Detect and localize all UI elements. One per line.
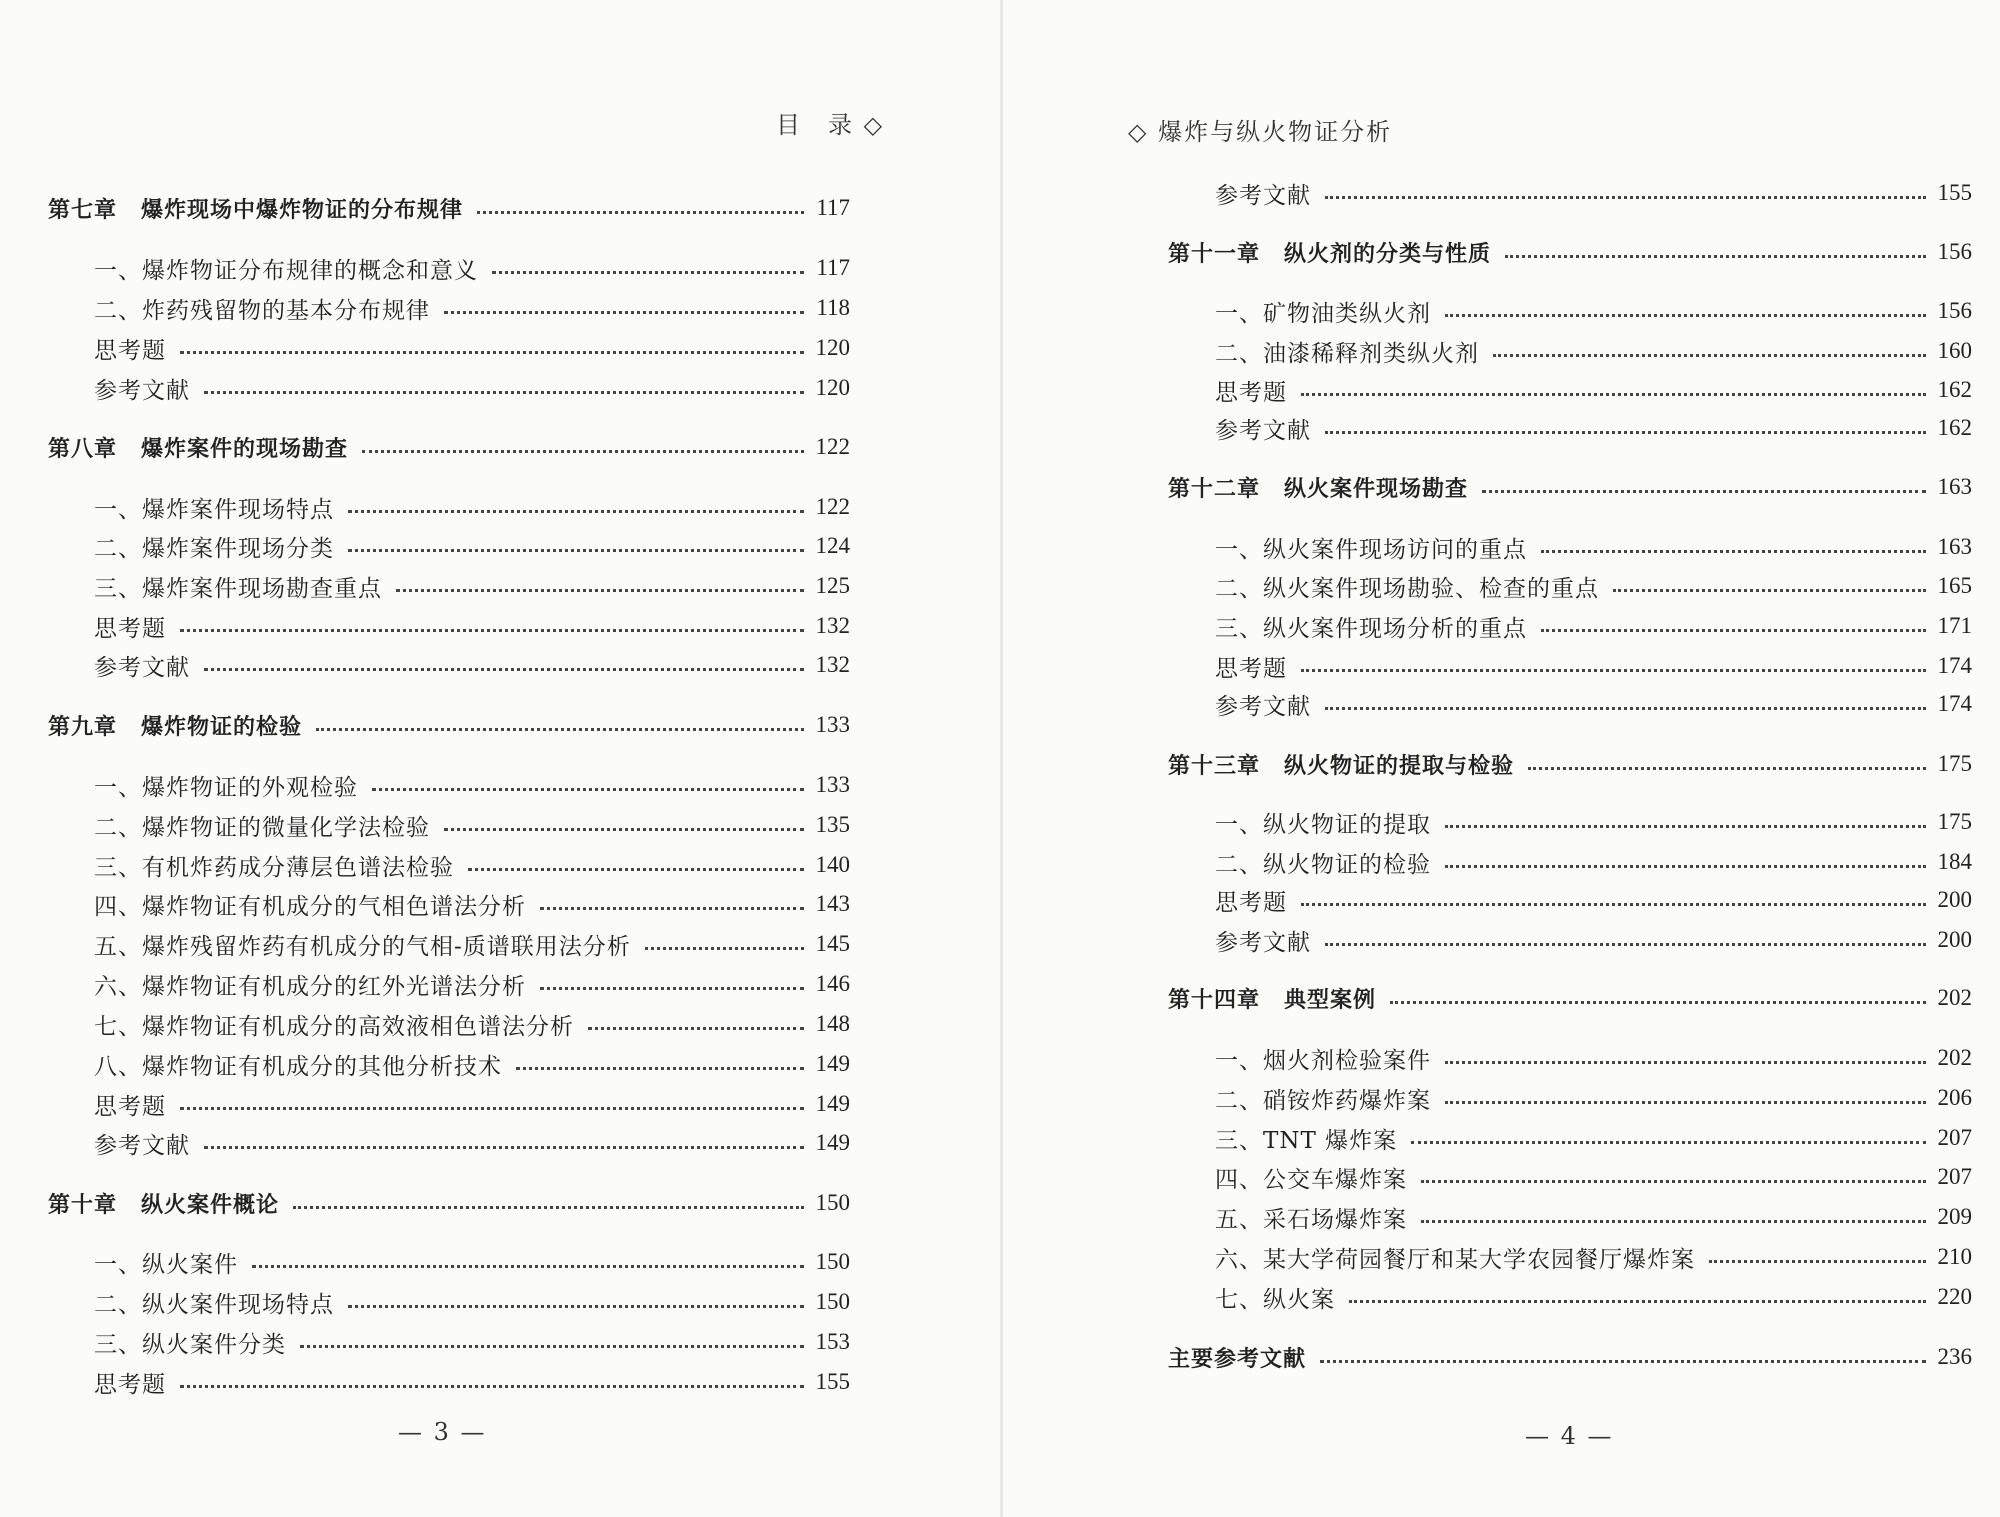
page-number: 162 bbox=[1937, 377, 1972, 402]
dot-leader bbox=[348, 1303, 804, 1308]
entry-label: 六、爆炸物证有机成分的红外光谱法分析 bbox=[94, 973, 526, 1000]
dot-leader bbox=[204, 666, 804, 671]
toc-entry[interactable] bbox=[1215, 802, 1972, 842]
dot-leader bbox=[1325, 941, 1926, 946]
dot-leader bbox=[1301, 391, 1926, 396]
chapter-number: 第十一章 bbox=[1168, 241, 1261, 267]
toc-chapter-entry[interactable] bbox=[48, 705, 850, 745]
toc-entry[interactable] bbox=[1215, 173, 1972, 213]
toc-entry[interactable] bbox=[1215, 527, 1972, 567]
dot-leader bbox=[1505, 253, 1925, 258]
toc-entry[interactable] bbox=[1215, 1157, 1972, 1197]
toc-chapter-entry[interactable] bbox=[1168, 744, 1972, 784]
entry-label: 二、纵火物证的检验 bbox=[1215, 851, 1431, 878]
page-number: 165 bbox=[1937, 573, 1972, 598]
dot-leader bbox=[1390, 999, 1925, 1004]
dot-leader bbox=[516, 1065, 804, 1070]
dot-leader bbox=[1613, 587, 1926, 592]
entry-label: 一、纵火物证的提取 bbox=[1215, 811, 1431, 838]
dot-leader bbox=[1541, 627, 1926, 632]
dot-leader bbox=[293, 1204, 803, 1209]
dot-leader bbox=[348, 547, 804, 552]
toc-entry[interactable] bbox=[1215, 1038, 1972, 1078]
dot-leader bbox=[1709, 1258, 1926, 1263]
entry-label: 一、纵火案件 bbox=[94, 1251, 238, 1278]
toc-entry[interactable] bbox=[94, 1044, 850, 1084]
chapter-title: 典型案例 bbox=[1284, 987, 1377, 1013]
entry-label: 七、爆炸物证有机成分的高效液相色谱法分析 bbox=[94, 1013, 574, 1040]
toc-entry[interactable] bbox=[1215, 1118, 1972, 1158]
page-number: 148 bbox=[815, 1011, 850, 1036]
page-number: 122 bbox=[815, 494, 850, 519]
toc-entry[interactable] bbox=[94, 526, 850, 566]
toc-chapter-entry[interactable] bbox=[1168, 467, 1972, 507]
dot-leader bbox=[372, 786, 804, 791]
toc-entry[interactable] bbox=[94, 1004, 850, 1044]
entry-label: 一、纵火案件现场访问的重点 bbox=[1215, 536, 1527, 563]
toc-entry[interactable] bbox=[1215, 1197, 1972, 1237]
dot-leader bbox=[1320, 1358, 1925, 1363]
page-number: 174 bbox=[1937, 691, 1972, 716]
entry-label: 三、TNT 爆炸案 bbox=[1215, 1127, 1398, 1154]
page-number: 162 bbox=[1937, 415, 1972, 440]
dot-leader bbox=[1421, 1178, 1926, 1183]
toc-chapter-entry[interactable] bbox=[1168, 1337, 1972, 1377]
entry-label: 六、某大学荷园餐厅和某大学农园餐厅爆炸案 bbox=[1215, 1246, 1695, 1273]
chapter-title: 纵火物证的提取与检验 bbox=[1284, 753, 1515, 779]
dot-leader bbox=[204, 389, 804, 394]
page-number: 149 bbox=[815, 1130, 850, 1155]
page-number: 122 bbox=[815, 434, 850, 459]
page-number: 117 bbox=[816, 255, 850, 280]
chapter-title: 纵火案件概论 bbox=[141, 1192, 280, 1218]
dot-leader bbox=[300, 1343, 804, 1348]
entry-label: 思考题 bbox=[94, 337, 166, 364]
page-number: 163 bbox=[1937, 474, 1972, 499]
entry-label: 一、爆炸物证分布规律的概念和意义 bbox=[94, 257, 478, 284]
page-number: 171 bbox=[1937, 613, 1972, 638]
page-number: 156 bbox=[1937, 239, 1972, 264]
toc-entry[interactable] bbox=[1215, 880, 1972, 920]
page-number: 132 bbox=[815, 613, 850, 638]
toc-chapter-entry[interactable] bbox=[48, 1183, 850, 1223]
toc-entry[interactable] bbox=[94, 248, 850, 288]
page-number: 145 bbox=[815, 931, 850, 956]
page-number: 149 bbox=[815, 1091, 850, 1116]
page-number: 117 bbox=[816, 195, 850, 220]
right-page bbox=[1003, 0, 2000, 1517]
page-number: 146 bbox=[815, 971, 850, 996]
toc-entry[interactable] bbox=[94, 1242, 850, 1282]
dot-leader bbox=[588, 1025, 804, 1030]
dot-leader bbox=[540, 905, 804, 910]
page-number: 175 bbox=[1937, 751, 1972, 776]
page-number: 184 bbox=[1937, 849, 1972, 874]
toc-entry[interactable] bbox=[1215, 684, 1972, 724]
toc-entry[interactable] bbox=[94, 1322, 850, 1362]
entry-label: 三、纵火案件分类 bbox=[94, 1331, 286, 1358]
entry-label: 参考文献 bbox=[1215, 693, 1311, 720]
dot-leader bbox=[1421, 1218, 1926, 1223]
toc-entry[interactable] bbox=[94, 884, 850, 924]
toc-chapter-entry[interactable] bbox=[1168, 232, 1972, 272]
page-number: 125 bbox=[815, 573, 850, 598]
toc-entry[interactable] bbox=[94, 1362, 850, 1402]
dot-leader bbox=[1325, 705, 1926, 710]
dot-leader bbox=[1325, 429, 1926, 434]
dot-leader bbox=[180, 349, 804, 354]
entry-label: 思考题 bbox=[94, 1371, 166, 1398]
dot-leader bbox=[444, 826, 804, 831]
chapter-title: 爆炸现场中爆炸物证的分布规律 bbox=[141, 197, 464, 223]
page-number: 155 bbox=[815, 1369, 850, 1394]
entry-label: 思考题 bbox=[1215, 379, 1287, 406]
page-number: 175 bbox=[1937, 809, 1972, 834]
page-number: 206 bbox=[1937, 1085, 1972, 1110]
page-number: 156 bbox=[1937, 298, 1972, 323]
entry-label: 二、炸药残留物的基本分布规律 bbox=[94, 297, 430, 324]
entry-label: 一、爆炸案件现场特点 bbox=[94, 496, 334, 523]
dot-leader bbox=[468, 866, 804, 871]
page-number: 202 bbox=[1937, 985, 1972, 1010]
dot-leader bbox=[1445, 863, 1926, 868]
page-number: 236 bbox=[1937, 1344, 1972, 1369]
entry-label: 二、爆炸案件现场分类 bbox=[94, 535, 334, 562]
dot-leader bbox=[362, 448, 803, 453]
dot-leader bbox=[1325, 194, 1926, 199]
entry-label: 三、爆炸案件现场勘查重点 bbox=[94, 575, 382, 602]
entry-label: 思考题 bbox=[94, 1093, 166, 1120]
toc-entry[interactable] bbox=[94, 368, 850, 408]
chapter-number: 第九章 bbox=[48, 714, 118, 740]
page-folio-right: — 4 — bbox=[1525, 1422, 1614, 1450]
entry-label: 二、油漆稀释剂类纵火剂 bbox=[1215, 340, 1479, 367]
chapter-title: 爆炸案件的现场勘查 bbox=[141, 436, 349, 462]
toc-entry[interactable] bbox=[94, 1084, 850, 1124]
chapter-number: 第十二章 bbox=[1168, 476, 1261, 502]
toc-entry[interactable] bbox=[94, 845, 850, 885]
page-number: 133 bbox=[815, 772, 850, 797]
entry-label: 一、烟火剂检验案件 bbox=[1215, 1047, 1431, 1074]
running-head-right: ◇ 爆炸与纵火物证分析 bbox=[1128, 118, 1393, 146]
dot-leader bbox=[1301, 667, 1926, 672]
chapter-number: 主要参考文献 bbox=[1168, 1346, 1307, 1372]
page-number: 143 bbox=[815, 891, 850, 916]
toc-entry[interactable] bbox=[94, 1123, 850, 1163]
entry-label: 二、爆炸物证的微量化学法检验 bbox=[94, 814, 430, 841]
toc-entry[interactable] bbox=[1215, 842, 1972, 882]
entry-label: 参考文献 bbox=[1215, 182, 1311, 209]
dot-leader bbox=[1541, 548, 1926, 553]
chapter-number: 第八章 bbox=[48, 436, 118, 462]
entry-label: 参考文献 bbox=[1215, 417, 1311, 444]
toc-entry[interactable] bbox=[94, 924, 850, 964]
entry-label: 二、纵火案件现场勘验、检查的重点 bbox=[1215, 575, 1599, 602]
running-head-left: 目 录 ◇ bbox=[776, 111, 885, 139]
dot-leader bbox=[1445, 1099, 1926, 1104]
chapter-number: 第十四章 bbox=[1168, 987, 1261, 1013]
toc-entry[interactable] bbox=[1215, 1237, 1972, 1277]
dot-leader bbox=[1482, 488, 1925, 493]
dot-leader bbox=[492, 269, 804, 274]
dot-leader bbox=[180, 1383, 804, 1388]
dot-leader bbox=[1445, 312, 1926, 317]
dot-leader bbox=[180, 627, 804, 632]
entry-label: 思考题 bbox=[94, 615, 166, 642]
page-folio-left: — 3 — bbox=[398, 1418, 487, 1446]
entry-label: 参考文献 bbox=[1215, 929, 1311, 956]
toc-entry[interactable] bbox=[94, 328, 850, 368]
toc-entry[interactable] bbox=[94, 964, 850, 1004]
dot-leader bbox=[316, 726, 803, 731]
entry-label: 四、爆炸物证有机成分的气相色谱法分析 bbox=[94, 893, 526, 920]
page-number: 174 bbox=[1937, 653, 1972, 678]
entry-label: 二、硝铵炸药爆炸案 bbox=[1215, 1087, 1431, 1114]
dot-leader bbox=[348, 508, 804, 513]
page-number: 163 bbox=[1937, 534, 1972, 559]
page-number: 153 bbox=[815, 1329, 850, 1354]
toc-entry[interactable] bbox=[1215, 606, 1972, 646]
toc-entry[interactable] bbox=[94, 765, 850, 805]
entry-label: 参考文献 bbox=[94, 1132, 190, 1159]
toc-entry[interactable] bbox=[1215, 646, 1972, 686]
page-number: 200 bbox=[1937, 887, 1972, 912]
page-number: 150 bbox=[815, 1249, 850, 1274]
toc-chapter-entry[interactable] bbox=[1168, 978, 1972, 1018]
dot-leader bbox=[1493, 352, 1926, 357]
page-number: 135 bbox=[815, 812, 850, 837]
page-number: 200 bbox=[1937, 927, 1972, 952]
entry-label: 一、爆炸物证的外观检验 bbox=[94, 774, 358, 801]
page-number: 209 bbox=[1937, 1204, 1972, 1229]
page-number: 132 bbox=[815, 652, 850, 677]
toc-chapter-entry[interactable] bbox=[48, 188, 850, 228]
toc-entry[interactable] bbox=[1215, 920, 1972, 960]
dot-leader bbox=[252, 1263, 804, 1268]
toc-entry[interactable] bbox=[1215, 291, 1972, 331]
toc-entry[interactable] bbox=[94, 1282, 850, 1322]
toc-entry[interactable] bbox=[94, 606, 850, 646]
dot-leader bbox=[1528, 765, 1925, 770]
entry-label: 三、纵火案件现场分析的重点 bbox=[1215, 615, 1527, 642]
page-number: 120 bbox=[815, 375, 850, 400]
entry-label: 五、采石场爆炸案 bbox=[1215, 1206, 1407, 1233]
page-number: 150 bbox=[815, 1190, 850, 1215]
page-number: 210 bbox=[1937, 1244, 1972, 1269]
entry-label: 思考题 bbox=[1215, 889, 1287, 916]
page-number: 149 bbox=[815, 1051, 850, 1076]
toc-chapter-entry[interactable] bbox=[48, 427, 850, 467]
toc-entry[interactable] bbox=[94, 805, 850, 845]
page-number: 220 bbox=[1937, 1284, 1972, 1309]
dot-leader bbox=[1445, 1059, 1926, 1064]
page-number: 207 bbox=[1937, 1125, 1972, 1150]
dot-leader bbox=[645, 945, 804, 950]
entry-label: 四、公交车爆炸案 bbox=[1215, 1166, 1407, 1193]
entry-label: 八、爆炸物证有机成分的其他分析技术 bbox=[94, 1053, 502, 1080]
dot-leader bbox=[444, 309, 804, 314]
toc-entry[interactable] bbox=[94, 487, 850, 527]
chapter-title: 爆炸物证的检验 bbox=[141, 714, 303, 740]
page-number: 207 bbox=[1937, 1164, 1972, 1189]
entry-label: 参考文献 bbox=[94, 654, 190, 681]
dot-leader bbox=[1445, 823, 1926, 828]
dot-leader bbox=[1411, 1139, 1925, 1144]
toc-entry[interactable] bbox=[1215, 1277, 1972, 1317]
entry-label: 三、有机炸药成分薄层色谱法检验 bbox=[94, 854, 454, 881]
chapter-number: 第十三章 bbox=[1168, 753, 1261, 779]
dot-leader bbox=[1349, 1298, 1926, 1303]
entry-label: 一、矿物油类纵火剂 bbox=[1215, 300, 1431, 327]
chapter-title: 纵火剂的分类与性质 bbox=[1284, 241, 1492, 267]
page-number: 160 bbox=[1937, 338, 1972, 363]
page-number: 133 bbox=[815, 712, 850, 737]
toc-entry[interactable] bbox=[1215, 1078, 1972, 1118]
toc-entry[interactable] bbox=[1215, 566, 1972, 606]
entry-label: 二、纵火案件现场特点 bbox=[94, 1291, 334, 1318]
entry-label: 五、爆炸残留炸药有机成分的气相-质谱联用法分析 bbox=[94, 933, 631, 960]
toc-entry[interactable] bbox=[1215, 408, 1972, 448]
entry-label: 思考题 bbox=[1215, 655, 1287, 682]
toc-entry[interactable] bbox=[94, 288, 850, 328]
entry-label: 七、纵火案 bbox=[1215, 1286, 1335, 1313]
page-number: 155 bbox=[1937, 180, 1972, 205]
toc-entry[interactable] bbox=[1215, 370, 1972, 410]
chapter-number: 第十章 bbox=[48, 1192, 118, 1218]
dot-leader bbox=[204, 1144, 804, 1149]
page-number: 202 bbox=[1937, 1045, 1972, 1070]
dot-leader bbox=[396, 587, 804, 592]
chapter-number: 第七章 bbox=[48, 197, 118, 223]
chapter-title: 纵火案件现场勘查 bbox=[1284, 476, 1469, 502]
dot-leader bbox=[540, 985, 804, 990]
page-number: 120 bbox=[815, 335, 850, 360]
dot-leader bbox=[180, 1105, 804, 1110]
toc-entry[interactable] bbox=[94, 645, 850, 685]
page-number: 124 bbox=[815, 533, 850, 558]
dot-leader bbox=[1301, 901, 1926, 906]
entry-label: 参考文献 bbox=[94, 377, 190, 404]
page-number: 118 bbox=[816, 295, 850, 320]
toc-entry[interactable] bbox=[1215, 331, 1972, 371]
page-number: 150 bbox=[815, 1289, 850, 1314]
page-number: 140 bbox=[815, 852, 850, 877]
dot-leader bbox=[477, 209, 804, 214]
toc-entry[interactable] bbox=[94, 566, 850, 606]
